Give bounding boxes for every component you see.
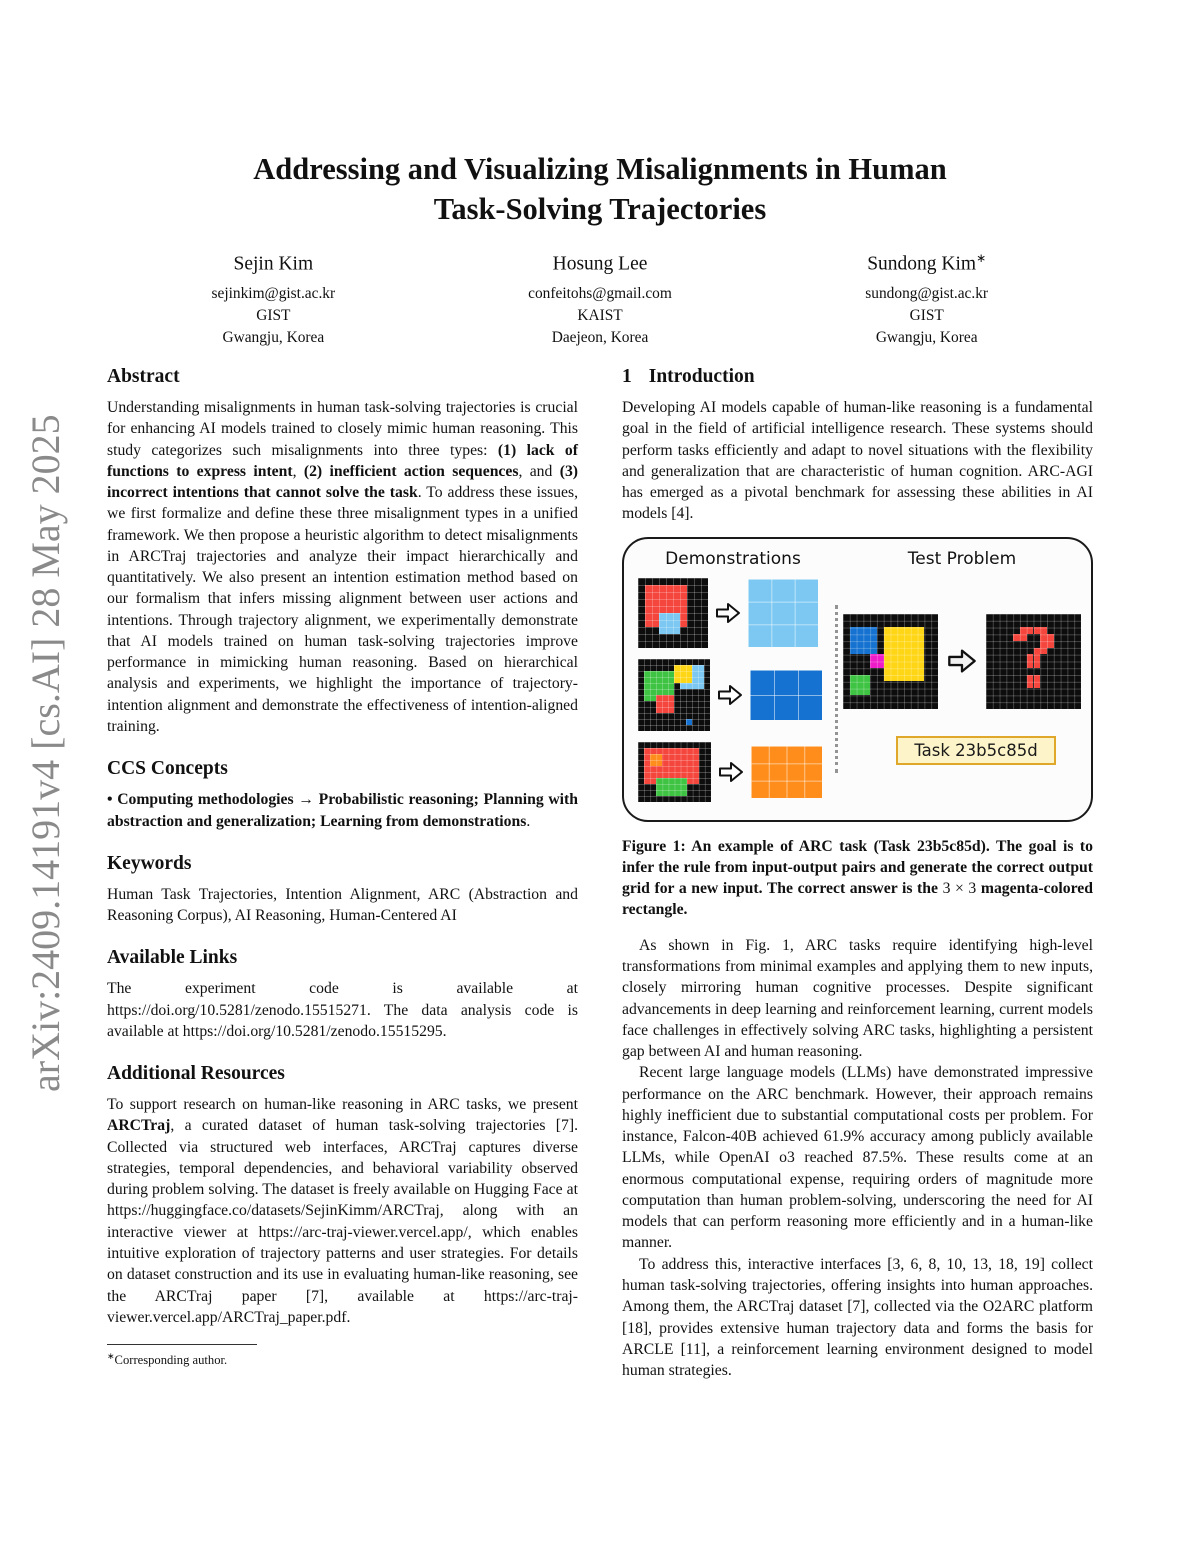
author-location: Gwangju, Korea xyxy=(875,329,978,347)
arrow-icon xyxy=(947,648,977,674)
figure-caption: Figure 1: An example of ARC task (Task 23b5c85d). The goal is to infer the rule from input-output pairs and generate the correct output grid for a new input. The correct answer is the 3 × 3 magenta-colored rectangle. xyxy=(622,837,1093,918)
abstract-text: Understanding misalignments in human task-solving trajectories is crucial for enhancing AI models trained to closely mimic human reasoning. This study categorizes such misalignments into three types: (1) lack of functions to express intent, (2) inefficient action sequences, and (3) incorrect intentions that cannot solve the task. To address these issues, we first formalize and define these three misalignment types in a unified framework. We then propose a heuristic algorithm to detect misalignments in ARCTraj trajectories and analyze their impact hierarchically and quantitatively. We also present an intention estimation method based on our formalism that infers missing alignment between user actions and intentions. Through trajectory alignment, we experimentally demonstrate that AI models trained on human task-solving trajectories improve performance in mimicking human reasoning. Based on hierarchical analysis and experiments, we highlight the importance of trajectory-intention alignment and demonstrate the effectiveness of intention-aligned training. xyxy=(107,399,579,735)
section-heading-resources: Additional Resources xyxy=(107,1063,285,1085)
author-1 xyxy=(110,251,437,349)
demo1-output-grid xyxy=(748,579,818,647)
footnote-mark: ∗ xyxy=(107,1351,115,1362)
figure-demonstrations-panel xyxy=(638,549,828,812)
section-heading-keywords: Keywords xyxy=(107,852,192,874)
demo3-output-grid xyxy=(751,746,822,798)
left-column xyxy=(107,362,578,1369)
author-email: sejinkim@gist.ac.kr xyxy=(211,284,336,302)
arrow-icon xyxy=(718,761,744,783)
section-heading-abstract: Abstract xyxy=(107,366,180,387)
figure-test-panel xyxy=(843,549,1081,812)
links-text[interactable]: The experiment code is available at https://doi.org/10.5281/zenodo.15515271. The data analysis code is available at https://doi.org/10.5281/zenodo.15515295. xyxy=(107,980,578,1040)
author-mark: ∗ xyxy=(976,251,987,265)
arrow-icon xyxy=(717,684,743,706)
dotted-divider xyxy=(835,605,838,773)
author-email: confeitohs@gmail.com xyxy=(528,284,672,302)
demo1-input-grid xyxy=(638,578,708,648)
demo2-output-grid xyxy=(750,670,822,720)
demonstrations-label: Demonstrations xyxy=(665,548,801,569)
section-number: 1 xyxy=(622,366,632,387)
author-name: Hosung Lee xyxy=(552,253,648,275)
intro-paragraph-2: As shown in Fig. 1, ARC tasks require identifying high-level transformations from minimal examples and applying them to new inputs, closely mirroring human cognitive processes. Despite significant advancements in deep learning and reinforcement learning, current models face challenges in effectively solving ARC tasks, highlighting a persistent gap between AI and human reasoning. xyxy=(622,936,1093,1061)
demo-row-2 xyxy=(638,659,828,731)
author-name: Sejin Kim xyxy=(233,253,314,275)
author-affiliation: GIST xyxy=(256,306,291,324)
demo-row-1 xyxy=(638,578,828,648)
section-heading-introduction: 1 Introduction xyxy=(622,366,755,387)
author-2 xyxy=(437,251,764,349)
task-badge: Task 23b5c85d xyxy=(896,736,1055,765)
author-3 xyxy=(763,251,1090,349)
author-name: Sundong Kim∗ xyxy=(867,251,987,275)
paper-title-line2: Task-Solving Trajectories xyxy=(433,191,767,226)
author-email: sundong@gist.ac.kr xyxy=(865,284,989,302)
author-block xyxy=(110,251,1090,349)
resources-text[interactable]: To support research on human-like reasoning in ARC tasks, we present ARCTraj, a curated dataset of human task-solving trajectories [7]. Collected via structured web interfaces, ARCTraj captures diverse strategies, temporal dependencies, and behavioral variability observed during problem solving. The dataset is freely available on Hugging Face at https://huggingface.co/datasets/SejinKimm/ARCTraj, along with an interactive viewer at https://arc-traj-viewer.vercel.app/, which enables intuitive exploration of trajectory patterns and user strategies. For details on dataset construction and its use in evaluating human-like reasoning, see the ARCTraj paper [7], available at https://arc-traj-viewer.vercel.app/ARCTraj_paper.pdf. xyxy=(107,1096,578,1326)
paper-title xyxy=(0,150,1200,229)
intro-paragraph-4: To address this, interactive interfaces [3, 6, 8, 10, 13, 18, 19] collect human task-solving trajectories, offering insights into human approaches. Among them, the ARCTraj dataset [7], collected via the O2ARC platform [18], provides extensive human trajectory data and forms the basis for ARCLE [11], a reinforcement learning environment designed to model human strategies. xyxy=(622,1255,1093,1380)
question-mark-grid xyxy=(986,614,1081,709)
arrow-icon xyxy=(715,602,741,624)
figure-1 xyxy=(622,537,1093,822)
footnote-rule xyxy=(107,1344,257,1345)
right-column xyxy=(622,362,1093,1381)
intro-paragraph-1: Developing AI models capable of human-like reasoning is a fundamental goal in the field of artificial intelligence research. These systems should perform tasks efficiently and adapt to novel situations with the flexibility and generalization that are characteristic of human cognition. ARC-AGI has emerged as a pivotal benchmark for assessing these abilities in AI models [4]. xyxy=(622,399,1093,523)
ccs-text: • Computing methodologies → Probabilistic reasoning; Planning with abstraction and generalization; Learning from demonstrations. xyxy=(107,791,578,830)
intro-paragraph-3: Recent large language models (LLMs) have demonstrated impressive performance on the ARC benchmark. However, their approach remains highly inefficient due to substantial computational costs per problem. For instance, Falcon-40B achieved 61.9% accuracy among publicly available LLMs, while OpenAI o3 reached 87.5%. These results come at an enormous computational expense, requiring orders of magnitude more computation than human problem-solving, underscoring the need for AI models that can perform reasoning more efficiently and in a human-like manner. xyxy=(622,1064,1093,1252)
section-heading-ccs: CCS Concepts xyxy=(107,758,228,780)
section-heading-links: Available Links xyxy=(107,947,238,969)
demo3-input-grid xyxy=(638,742,711,802)
author-affiliation: KAIST xyxy=(577,306,623,324)
test-problem-label: Test Problem xyxy=(907,548,1017,569)
author-location: Daejeon, Korea xyxy=(551,329,649,347)
author-location: Gwangju, Korea xyxy=(222,329,325,347)
paper-title-line1: Addressing and Visualizing Misalignments in Human xyxy=(253,152,947,186)
author-affiliation: GIST xyxy=(909,306,944,324)
test-input-grid xyxy=(843,614,938,709)
demo2-input-grid xyxy=(638,659,710,731)
keywords-text: Human Task Trajectories, Intention Alignment, ARC (Abstraction and Reasoning Corpus), AI Reasoning, Human-Centered AI xyxy=(107,885,578,925)
footnote: ∗Corresponding author. xyxy=(107,1351,228,1368)
arxiv-watermark: arXiv:2409.14191v4 [cs.AI] 28 May 2025 xyxy=(23,414,68,1092)
demo-row-3 xyxy=(638,742,828,802)
test-row xyxy=(843,614,1081,709)
